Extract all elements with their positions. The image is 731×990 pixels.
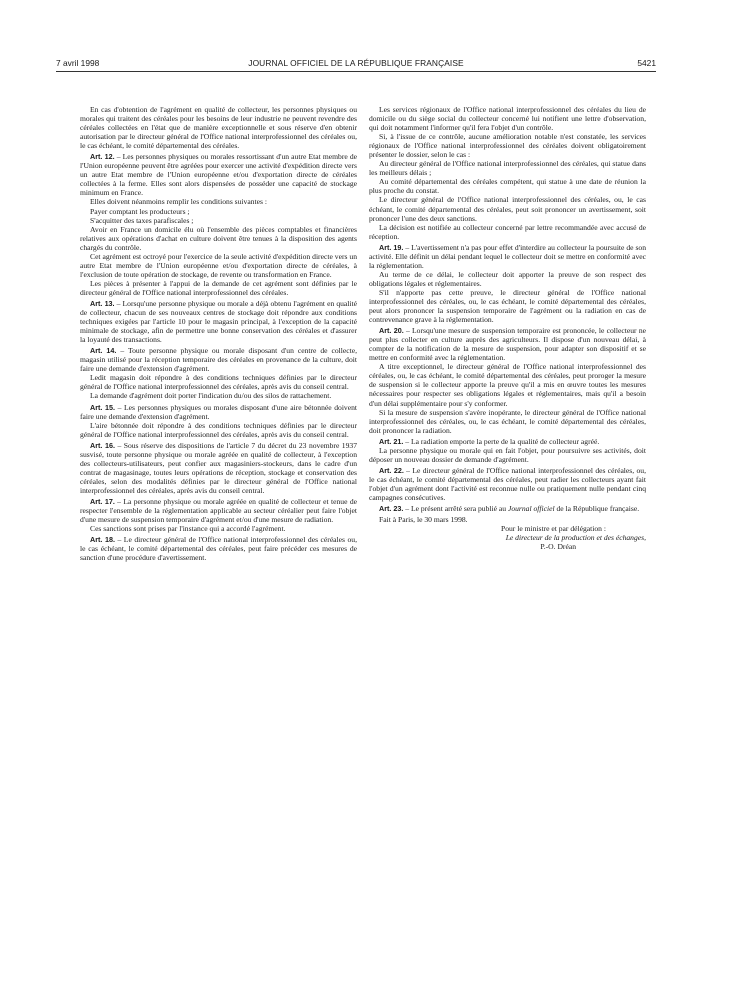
article-19 <box>369 243 646 270</box>
article-label: Art. 20. <box>379 326 404 336</box>
paragraph: En cas d'obtention de l'agrément en qualité de collecteur, les personnes physiques ou morales qui traitent des céréales pour les besoins de leur industrie ne peuvent revendre des céréales collectées en l'état que de manière exceptionnelle et sous réserve d'en obtenir autorisation par le directeur général de l'Office national interprofessionnel des céréales ou, le cas échéant, le comité départemental des céréales. <box>80 105 357 151</box>
article-text: – Les personnes physiques ou morales ressortissant d'un autre Etat membre de l'Union européenne peuvent être agréées pour exercer une activité d'expédition directe vers un autre Etat membre de l'Union européenne et/ou d'exportation directe de céréales collectées à la ferme. Elles sont alors dispensées de posséder une capacité de stockage minimum en France. <box>80 152 358 198</box>
article-20 <box>369 326 646 362</box>
article-label: Art. 12. <box>90 152 115 162</box>
signatory-title: Le directeur de la production et des échanges, <box>505 533 646 543</box>
delegation-line: Pour le ministre et par délégation : <box>500 524 606 534</box>
article-text: de la République française. <box>554 504 640 514</box>
signing-date: Fait à Paris, le 30 mars 1998. <box>379 515 468 525</box>
paragraph: Au comité départemental des céréales compétent, qui statue à une date de réunion la plus proche du constat. <box>369 177 646 196</box>
article-14 <box>80 346 357 373</box>
signatory-name: P.-O. Dréan <box>540 542 576 552</box>
article-15 <box>80 403 357 421</box>
left-column <box>80 105 357 562</box>
paragraph: S'il n'apporte pas cette preuve, le directeur général de l'Office national interprofessionnel des céréales, ou, le cas échéant, le comité départemental des céréales, peut alors prononcer la suspension temporaire de l'agrément ou la radiation en cas de contrevenance grave à la réglementation. <box>369 287 646 325</box>
article-text: – Le directeur général de l'Office national interprofessionnel des céréales ou, le cas échéant, le comité départemental des céréales, peut faire précéder ces mesures de sanction d'une procédure d'avertissement. <box>80 535 357 563</box>
paragraph: La décision est notifiée au collecteur concerné par lettre recommandée avec accusé de réception. <box>369 222 646 241</box>
article-label: Art. 18. <box>90 535 115 545</box>
paragraph: A titre exceptionnel, le directeur général de l'Office national interprofessionnel des céréales, ou, le cas échéant, le comité départemental des céréales, peut proroger la mesure de suspension si le collecteur apporte la preuve qu'il a mis en œuvre toutes les mesures nécessaires pour respecter ses obligations légales et réglementaires, mais qu'il a besoin d'un délai supplémentaire pour s'y conformer. <box>369 362 646 408</box>
header-rule <box>56 71 656 72</box>
article-18 <box>80 535 357 562</box>
paragraph: Ces sanctions sont prises par l'instance qui a accordé l'agrément. <box>90 524 286 534</box>
paragraph: Si, à l'issue de ce contrôle, aucune amélioration notable n'est constatée, les services régionaux de l'Office national interprofessionnel des céréales doivent obligatoirement présenter le dossier, selon le cas : <box>369 132 646 160</box>
article-text: – La radiation emporte la perte de la qualité de collecteur agréé. <box>403 436 600 446</box>
article-label: Art. 23. <box>379 504 404 514</box>
article-label: Art. 22. <box>379 465 404 475</box>
article-text: – Toute personne physique ou morale disposant d'un centre de collecte, magasin utilisé pour la réception temporaire des céréales en provenance de la culture, doit faire une demande d'extension d'agrément. <box>80 346 357 374</box>
paragraph: Cet agrément est octroyé pour l'exercice de la seule activité d'expédition directe vers un autre Etat membre de l'Union européenne et/ou d'exportation directe de céréales, à l'exclusion de toute opération de stockage, de revente ou transformation en France. <box>80 251 357 279</box>
article-text: – Lorsqu'une mesure de suspension temporaire est prononcée, le collecteur ne peut plus collecter en culture auprès des agriculteurs. Il dispose d'un nouveau délai, à compter de la notification de la mesure de suspension, pour adapter son dispositif et se mettre en conformité avec la réglementation. <box>369 326 646 363</box>
article-label: Art. 15. <box>90 402 116 412</box>
article-17 <box>80 497 357 524</box>
article-13 <box>80 299 357 344</box>
paragraph: Au directeur général de l'Office national interprofessionnel des céréales, qui statue dans les meilleurs délais ; <box>369 159 646 178</box>
article-label: Art. 14. <box>90 346 117 356</box>
article-label: Art. 17. <box>90 496 115 506</box>
issue-date: 7 avril 1998 <box>56 58 100 68</box>
article-text: – Le présent arrêté sera publié au <box>403 504 508 514</box>
article-label: Art. 19. <box>379 242 404 252</box>
article-label: Art. 13. <box>90 298 115 308</box>
right-column <box>369 105 646 551</box>
paragraph: La personne physique ou morale qui en fait l'objet, pour poursuivre ses activités, doit déposer un nouveau dossier de demande d'agrément. <box>369 445 646 464</box>
article-text: – L'avertissement n'a pas pour effet d'interdire au collecteur la poursuite de son activité. Elle définit un délai pendant lequel le collecteur doit se mettre en conformité avec la réglementation. <box>369 242 647 270</box>
paragraph: Les services régionaux de l'Office national interprofessionnel des céréales du lieu de domicile ou du siège social du collecteur concerné lui notifient une lettre d'observation, qui doit notamment l'informer qu'il fera l'objet d'un contrôle. <box>369 105 646 133</box>
article-22 <box>369 466 646 502</box>
article-label: Art. 21. <box>379 436 404 446</box>
page-number: 5421 <box>637 58 656 68</box>
article-text: – La personne physique ou morale agréée en qualité de collecteur et tenue de respecter l'ensemble de la réglementation applicable au secteur céréalier peut faire l'objet d'une mesure de suspension temporaire d'agrément et/ou d'une mesure de radiation. <box>80 496 357 525</box>
paragraph: Les pièces à présenter à l'appui de la demande de cet agrément sont définies par le directeur général de l'Office national interprofessionnel des céréales. <box>80 278 357 297</box>
article-text: – Lorsqu'une personne physique ou morale a déjà obtenu l'agrément en qualité de collecteur, chacun de ses nouveaux centres de stockage doit répondre aux conditions techniques exigées par l'article 10 pour le magasin principal, à l'exception de la capacité minimale de stockage, afin de permettre une bonne conservation des céréales et d'assurer la loyauté des transactions. <box>80 298 357 345</box>
paragraph: Au terme de ce délai, le collecteur doit apporter la preuve de son respect des obligations légales et réglementaires. <box>369 269 646 288</box>
article-21 <box>369 437 646 446</box>
article-text: – Le directeur général de l'Office national interprofessionnel des céréales, ou, le cas échéant, le comité départemental des céréales, peut radier les collecteurs ayant fait l'objet d'un agrément dont l'activité est reconnue nulle ou pratiquement nulle pendant cinq campagnes consécutives. <box>369 465 646 502</box>
page-header <box>56 58 656 72</box>
article-23 <box>369 504 646 513</box>
paragraph: Si la mesure de suspension s'avère inopérante, le directeur général de l'Office national interprofessionnel des céréales, ou, le cas échéant, le comité départemental des céréales, doit prononcer la radiation. <box>369 407 646 435</box>
paragraph: La demande d'agrément doit porter l'indication du/ou des silos de rattachement. <box>90 391 332 401</box>
paragraph: Le directeur général de l'Office national interprofessionnel des céréales, ou, le cas échéant, le comité départemental des céréales, peut soit prononcer un avertissement, soit prononcer l'une des deux sanctions. <box>369 195 646 223</box>
article-text: – Les personnes physiques ou morales disposant d'une aire bétonnée doivent faire une demande d'extension d'agrément. <box>80 402 357 421</box>
article-12 <box>80 152 357 197</box>
paragraph: S'acquitter des taxes parafiscales ; <box>90 215 194 225</box>
article-16 <box>80 441 357 495</box>
paragraph: L'aire bétonnée doit répondre à des conditions techniques définies par le directeur général de l'Office national interprofessionnel des céréales, après avis du conseil central. <box>80 420 357 439</box>
paragraph: Avoir en France un domicile élu où l'ensemble des pièces comptables et financières relatives aux opérations d'achat en culture doivent être tenues à la disposition des agents chargés du contrôle. <box>80 224 357 252</box>
article-label: Art. 16. <box>90 440 115 450</box>
journal-name: Journal officiel <box>507 504 555 514</box>
paragraph: Payer comptant les producteurs ; <box>90 206 190 216</box>
paragraph: Ledit magasin doit répondre à des conditions techniques définies par le directeur général de l'Office national interprofessionnel des céréales, après avis du conseil central. <box>80 373 357 392</box>
article-text: – Sous réserve des dispositions de l'article 7 du décret du 23 novembre 1937 susvisé, toute personne physique ou morale agréée en qualité de collecteur, à l'exception des collecteurs-utilisateurs, peut confier aux magasiniers-stockeurs, dans le cadre d'un contrat de magasinage, toutes leurs opérations de réception, stockage et conservation des céréales, selon des modalités définies par le directeur général de l'Office national interprofessionnel des céréales, après avis du conseil central. <box>80 440 357 495</box>
paragraph: Elles doivent néanmoins remplir les conditions suivantes : <box>90 197 267 207</box>
journal-title: JOURNAL OFFICIEL DE LA RÉPUBLIQUE FRANÇAISE <box>248 58 464 68</box>
